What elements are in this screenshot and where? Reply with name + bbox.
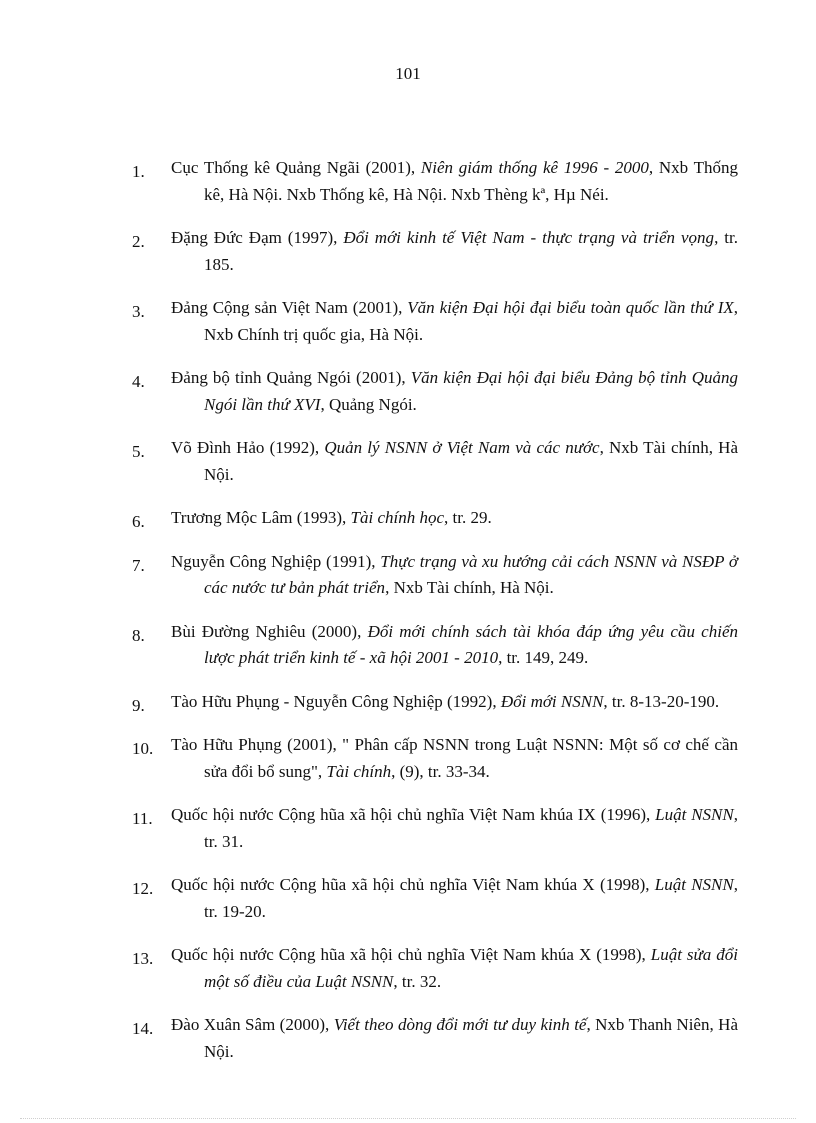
reference-title: Văn kiện Đại hội đại biểu Đảng bộ tỉnh Quảng Ngói lần thứ XVI	[204, 368, 738, 414]
reference-author: Nguyễn Công Nghiệp (1991),	[171, 551, 381, 571]
reference-publisher: , Quảng Ngói.	[320, 394, 417, 414]
reference-publisher: , tr. 31.	[204, 805, 738, 851]
reference-publisher: , tr. 19-20.	[204, 875, 738, 921]
reference-item	[132, 619, 738, 672]
reference-number: 9.	[132, 695, 145, 715]
reference-item	[132, 155, 738, 208]
reference-author: Đặng Đức Đạm (1997),	[171, 228, 344, 247]
reference-title: Quản lý NSNN ở Việt Nam và các nước	[324, 438, 600, 457]
reference-item	[132, 1012, 738, 1065]
reference-author: Quốc hội nước Cộng hũa xã hội chủ nghĩa Việt Nam khúa X (1998),	[171, 945, 651, 964]
reference-number: 6.	[132, 512, 145, 531]
reference-item	[132, 505, 738, 532]
reference-number: 1.	[132, 162, 145, 181]
reference-title: Viết theo dòng đổi mới tư duy kinh tế	[333, 1015, 587, 1034]
reference-author: Bùi Đường Nghiêu (2000),	[171, 621, 368, 641]
reference-author: Tào Hữu Phụng (2001), " Phân cấp NSNN trong Luật NSNN: Một số cơ chế cần sửa đổi bổ sung",	[171, 735, 738, 781]
reference-number: 13.	[132, 949, 154, 968]
reference-publisher: , tr. 185.	[204, 228, 738, 274]
reference-item	[132, 732, 738, 785]
reference-publisher: , (9), tr. 33-34.	[391, 761, 490, 781]
reference-publisher: , tr. 29.	[444, 508, 492, 527]
reference-list	[132, 138, 738, 1071]
reference-number: 8.	[132, 625, 145, 645]
reference-item	[132, 689, 738, 716]
reference-author: Cục Thống kê Quảng Ngãi (2001),	[171, 158, 421, 177]
page-bottom-divider	[20, 1118, 796, 1119]
reference-title: Thực trạng và xu hướng cải cách NSNN và NSĐP ở các nước tư bản phát triển	[204, 551, 739, 597]
reference-author: Trương Mộc Lâm (1993),	[171, 508, 351, 527]
page-number: 101	[395, 64, 421, 83]
reference-item	[132, 365, 738, 418]
reference-author: Đào Xuân Sâm (2000),	[171, 1015, 334, 1034]
reference-title: Tài chính	[326, 761, 392, 781]
reference-number: 11.	[132, 809, 153, 828]
reference-number: 3.	[132, 302, 145, 321]
reference-number: 2.	[132, 232, 145, 251]
reference-title: Đổi mới kinh tế Việt Nam - thực trạng và triển vọng	[343, 228, 715, 247]
reference-author: Võ Đình Hảo (1992),	[171, 438, 325, 457]
reference-number: 10.	[132, 739, 154, 758]
reference-author: Quốc hội nước Cộng hũa xã hội chủ nghĩa Việt Nam khúa X (1998),	[171, 875, 655, 894]
reference-title: Đổi mới NSNN	[500, 691, 604, 711]
reference-item	[132, 942, 738, 995]
reference-item	[132, 295, 738, 348]
reference-author: Đảng Cộng sản Việt Nam (2001),	[171, 298, 408, 317]
reference-title: Văn kiện Đại hội đại biểu toàn quốc lần thứ IX	[407, 298, 734, 317]
reference-number: 14.	[132, 1019, 154, 1038]
reference-author: Tào Hữu Phụng - Nguyễn Công Nghiệp (1992),	[171, 691, 501, 711]
reference-title: Niên giám thống kê 1996 - 2000	[420, 158, 649, 177]
reference-title: Luật sửa đổi một số điều của Luật NSNN	[204, 945, 738, 991]
reference-publisher: , tr. 149, 249.	[498, 648, 589, 667]
reference-number: 4.	[132, 372, 145, 391]
reference-title: Tài chính học	[350, 508, 445, 527]
reference-publisher: , tr. 32.	[393, 971, 442, 991]
reference-publisher: , Nxb Thống kê, Hà Nội. Nxb Thống kê, Hà Nội. Nxb Thèng kª, Hµ Néi.	[204, 158, 738, 204]
reference-publisher: , Nxb Chính trị quốc gia, Hà Nội.	[204, 298, 738, 344]
reference-item	[132, 802, 738, 855]
reference-publisher: , Nxb Tài chính, Hà Nội.	[204, 438, 738, 484]
reference-number: 12.	[132, 879, 154, 898]
reference-item	[132, 872, 738, 925]
reference-author: Đảng bộ tỉnh Quảng Ngói (2001),	[171, 368, 411, 387]
reference-author: Quốc hội nước Cộng hũa xã hội chủ nghĩa Việt Nam khúa IX (1996),	[171, 805, 656, 824]
reference-item	[132, 549, 738, 602]
reference-item	[132, 435, 738, 488]
reference-publisher: , Nxb Thanh Niên, Hà Nội.	[204, 1015, 738, 1061]
reference-number: 5.	[132, 442, 145, 461]
reference-publisher: , Nxb Tài chính, Hà Nội.	[385, 578, 554, 597]
reference-title: Luật NSNN	[655, 805, 734, 824]
reference-item	[132, 225, 738, 278]
reference-number: 7.	[132, 555, 145, 575]
reference-title: Đổi mới chính sách tài khóa đáp ứng yêu cầu chiến lược phát triển kinh tế - xã hội 2001 - 2010	[204, 621, 738, 667]
reference-title: Luật NSNN	[654, 875, 734, 894]
reference-publisher: , tr. 8-13-20-190.	[603, 691, 720, 711]
